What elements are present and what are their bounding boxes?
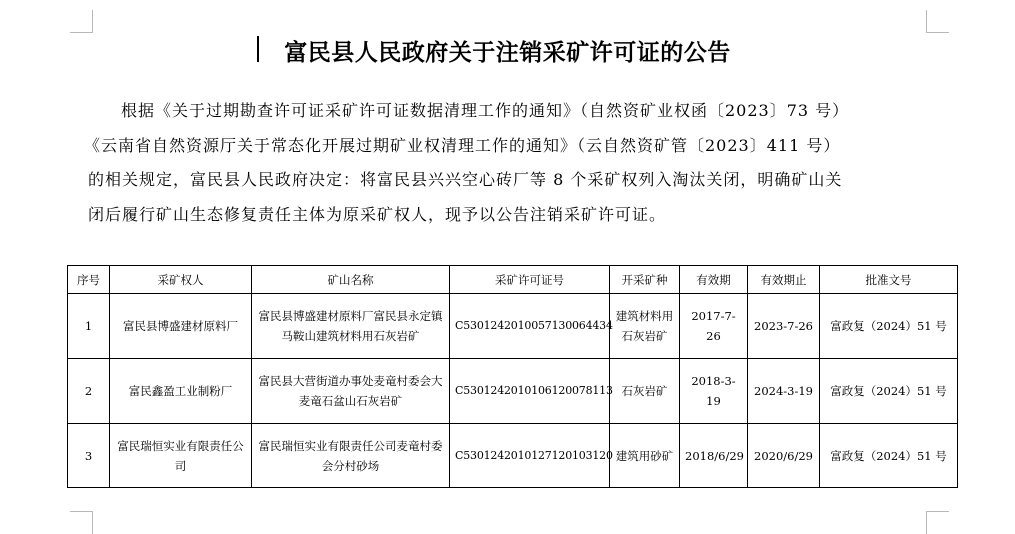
cell-valid-to: 2020/6/29 (748, 424, 820, 488)
paragraph-line: 的相关规定，富民县人民政府决定：将富民县兴兴空心砖厂等 8 个采矿权列入淘汰关闭，明确矿山关 (88, 170, 843, 189)
license-table (67, 265, 958, 488)
cell-mineral: 石灰岩矿 (610, 359, 680, 424)
header-license-no: 采矿许可证号 (450, 266, 610, 294)
paragraph-line: 《云南省自然资源厅关于常态化开展过期矿业权清理工作的通知》（云自然资矿管〔2023〕411 号） (84, 135, 841, 155)
cell-mineral: 建筑材料用石灰岩矿 (610, 294, 680, 359)
cell-index: 2 (68, 359, 110, 424)
cell-approval: 富政复（2024）51 号 (820, 424, 958, 488)
header-mine-name: 矿山名称 (252, 266, 450, 294)
cell-valid-from: 2017-7-26 (680, 294, 748, 359)
table-row (68, 424, 958, 488)
header-mineral: 开采矿种 (610, 266, 680, 294)
header-holder: 采矿权人 (110, 266, 252, 294)
cell-holder: 富民鑫盈工业制粉厂 (110, 359, 252, 424)
body-paragraph[interactable] (84, 94, 933, 232)
document-title[interactable]: 富民县人民政府关于注销采矿许可证的公告 (284, 39, 731, 66)
cell-approval: 富政复（2024）51 号 (820, 294, 958, 359)
cell-valid-from: 2018/6/29 (680, 424, 748, 488)
cell-mine-name: 富民县大营街道办事处麦竜村委会大麦竜石盆山石灰岩矿 (252, 359, 450, 424)
cell-valid-to: 2024-3-19 (748, 359, 820, 424)
table-row (68, 359, 958, 424)
cell-index: 1 (68, 294, 110, 359)
table-row (68, 294, 958, 359)
header-valid-from: 有效期 (680, 266, 748, 294)
cell-mine-name: 富民县博盛建材原料厂富民县永定镇马鞍山建筑材料用石灰岩矿 (252, 294, 450, 359)
cell-valid-to: 2023-7-26 (748, 294, 820, 359)
page-corner-mark-bottom-right (926, 511, 949, 534)
cell-holder: 富民瑞恒实业有限责任公司 (110, 424, 252, 488)
cell-approval: 富政复（2024）51 号 (820, 359, 958, 424)
page-corner-mark-top-right (926, 10, 949, 33)
cell-valid-from: 2018-3-19 (680, 359, 748, 424)
cell-mineral: 建筑用砂矿 (610, 424, 680, 488)
page-corner-mark-top-left (70, 10, 93, 33)
cell-license-no: C5301242010127120103120 (450, 424, 610, 488)
page-corner-mark-bottom-left (70, 511, 93, 534)
cell-license-no: C5301242010057130064434 (450, 294, 610, 359)
paragraph-line: 闭后履行矿山生态修复责任主体为原采矿权人，现予以公告注销采矿许可证。 (88, 204, 667, 224)
cell-index: 3 (68, 424, 110, 488)
header-valid-to: 有效期止 (748, 266, 820, 294)
cell-mine-name: 富民瑞恒实业有限责任公司麦竜村委会分村砂场 (252, 424, 450, 488)
header-approval: 批准文号 (820, 266, 958, 294)
table-header-row (68, 266, 958, 294)
cell-holder: 富民县博盛建材原料厂 (110, 294, 252, 359)
paragraph-line: 根据《关于过期勘查许可证采矿许可证数据清理工作的通知》（自然资矿业权函〔2023〕73 号） (121, 101, 850, 120)
header-index: 序号 (68, 266, 110, 294)
cell-license-no: C5301242010106120078113 (450, 359, 610, 424)
